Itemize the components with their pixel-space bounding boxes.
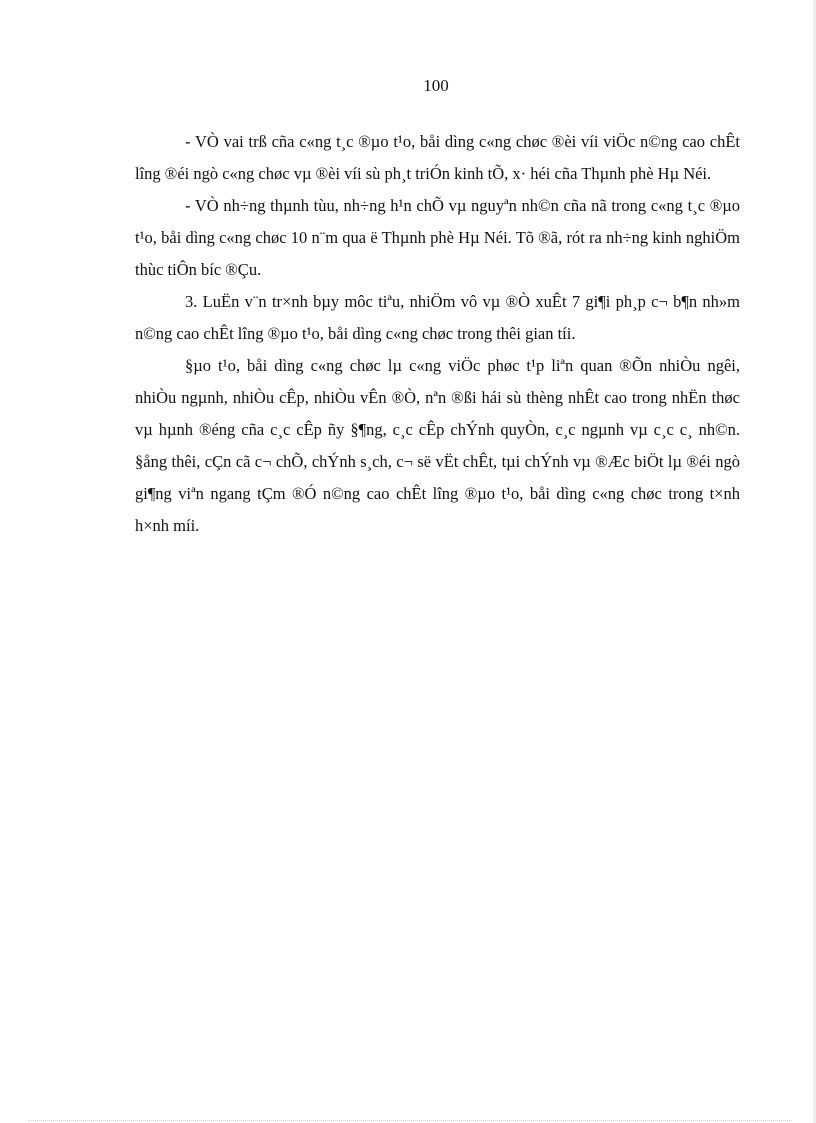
bottom-divider xyxy=(28,1120,792,1121)
page-number: 100 xyxy=(423,76,449,95)
paragraph-solutions: 3. LuËn v¨n tr×nh bµy môc tiªu, nhiÖm vô vµ ®Ò xuÊt 7 gi¶i ph¸p c¬ b¶n nh»m n©ng cao chÊt lîng ®µo t¹o, båi dìng c«ng chøc trong thêi gian tíi. xyxy=(135,292,740,343)
body-text xyxy=(135,126,740,542)
paragraph-achievements: - VÒ nh÷ng thµnh tùu, nh÷ng h¹n chÕ vµ nguyªn nh©n cña nã trong c«ng t¸c ®µo t¹o, båi dìng c«ng chøc 10 n¨m qua ë Thµnh phè Hµ Néi. Tõ ®ã, rót ra nh÷ng kinh nghiÖm thùc tiÔn bíc ®Çu. xyxy=(135,196,740,279)
paragraph-role: - VÒ vai trß cña c«ng t¸c ®µo t¹o, båi dìng c«ng chøc ®èi víi viÖc n©ng cao chÊt lîng ®éi ngò c«ng chøc vµ ®èi víi sù ph¸t triÓn kinh tÕ, x· héi cña Thµnh phè Hµ Néi. xyxy=(135,132,740,183)
paragraph-conclusion: §µo t¹o, båi dìng c«ng chøc lµ c«ng viÖc phøc t¹p liªn quan ®Õn nhiÒu ngêi, nhiÒu ngµnh, nhiÒu cÊp, nhiÒu vÊn ®Ò, nªn ®ßi hái sù thèng nhÊt cao trong nhËn thøc vµ hµnh ®éng cña c¸c cÊp ñy §¶ng, c¸c cÊp chÝnh quyÒn, c¸c ngµnh vµ c¸c c¸ nh©n. §ång thêi, cÇn cã c¬ chÕ, chÝnh s¸ch, c¬ së vËt chÊt, tµi chÝnh vµ ®Æc biÖt lµ ®éi ngò gi¶ng viªn ngang tÇm ®Ó n©ng cao chÊt lîng ®µo t¹o, båi dìng c«ng chøc trong t×nh h×nh míi. xyxy=(135,356,740,535)
